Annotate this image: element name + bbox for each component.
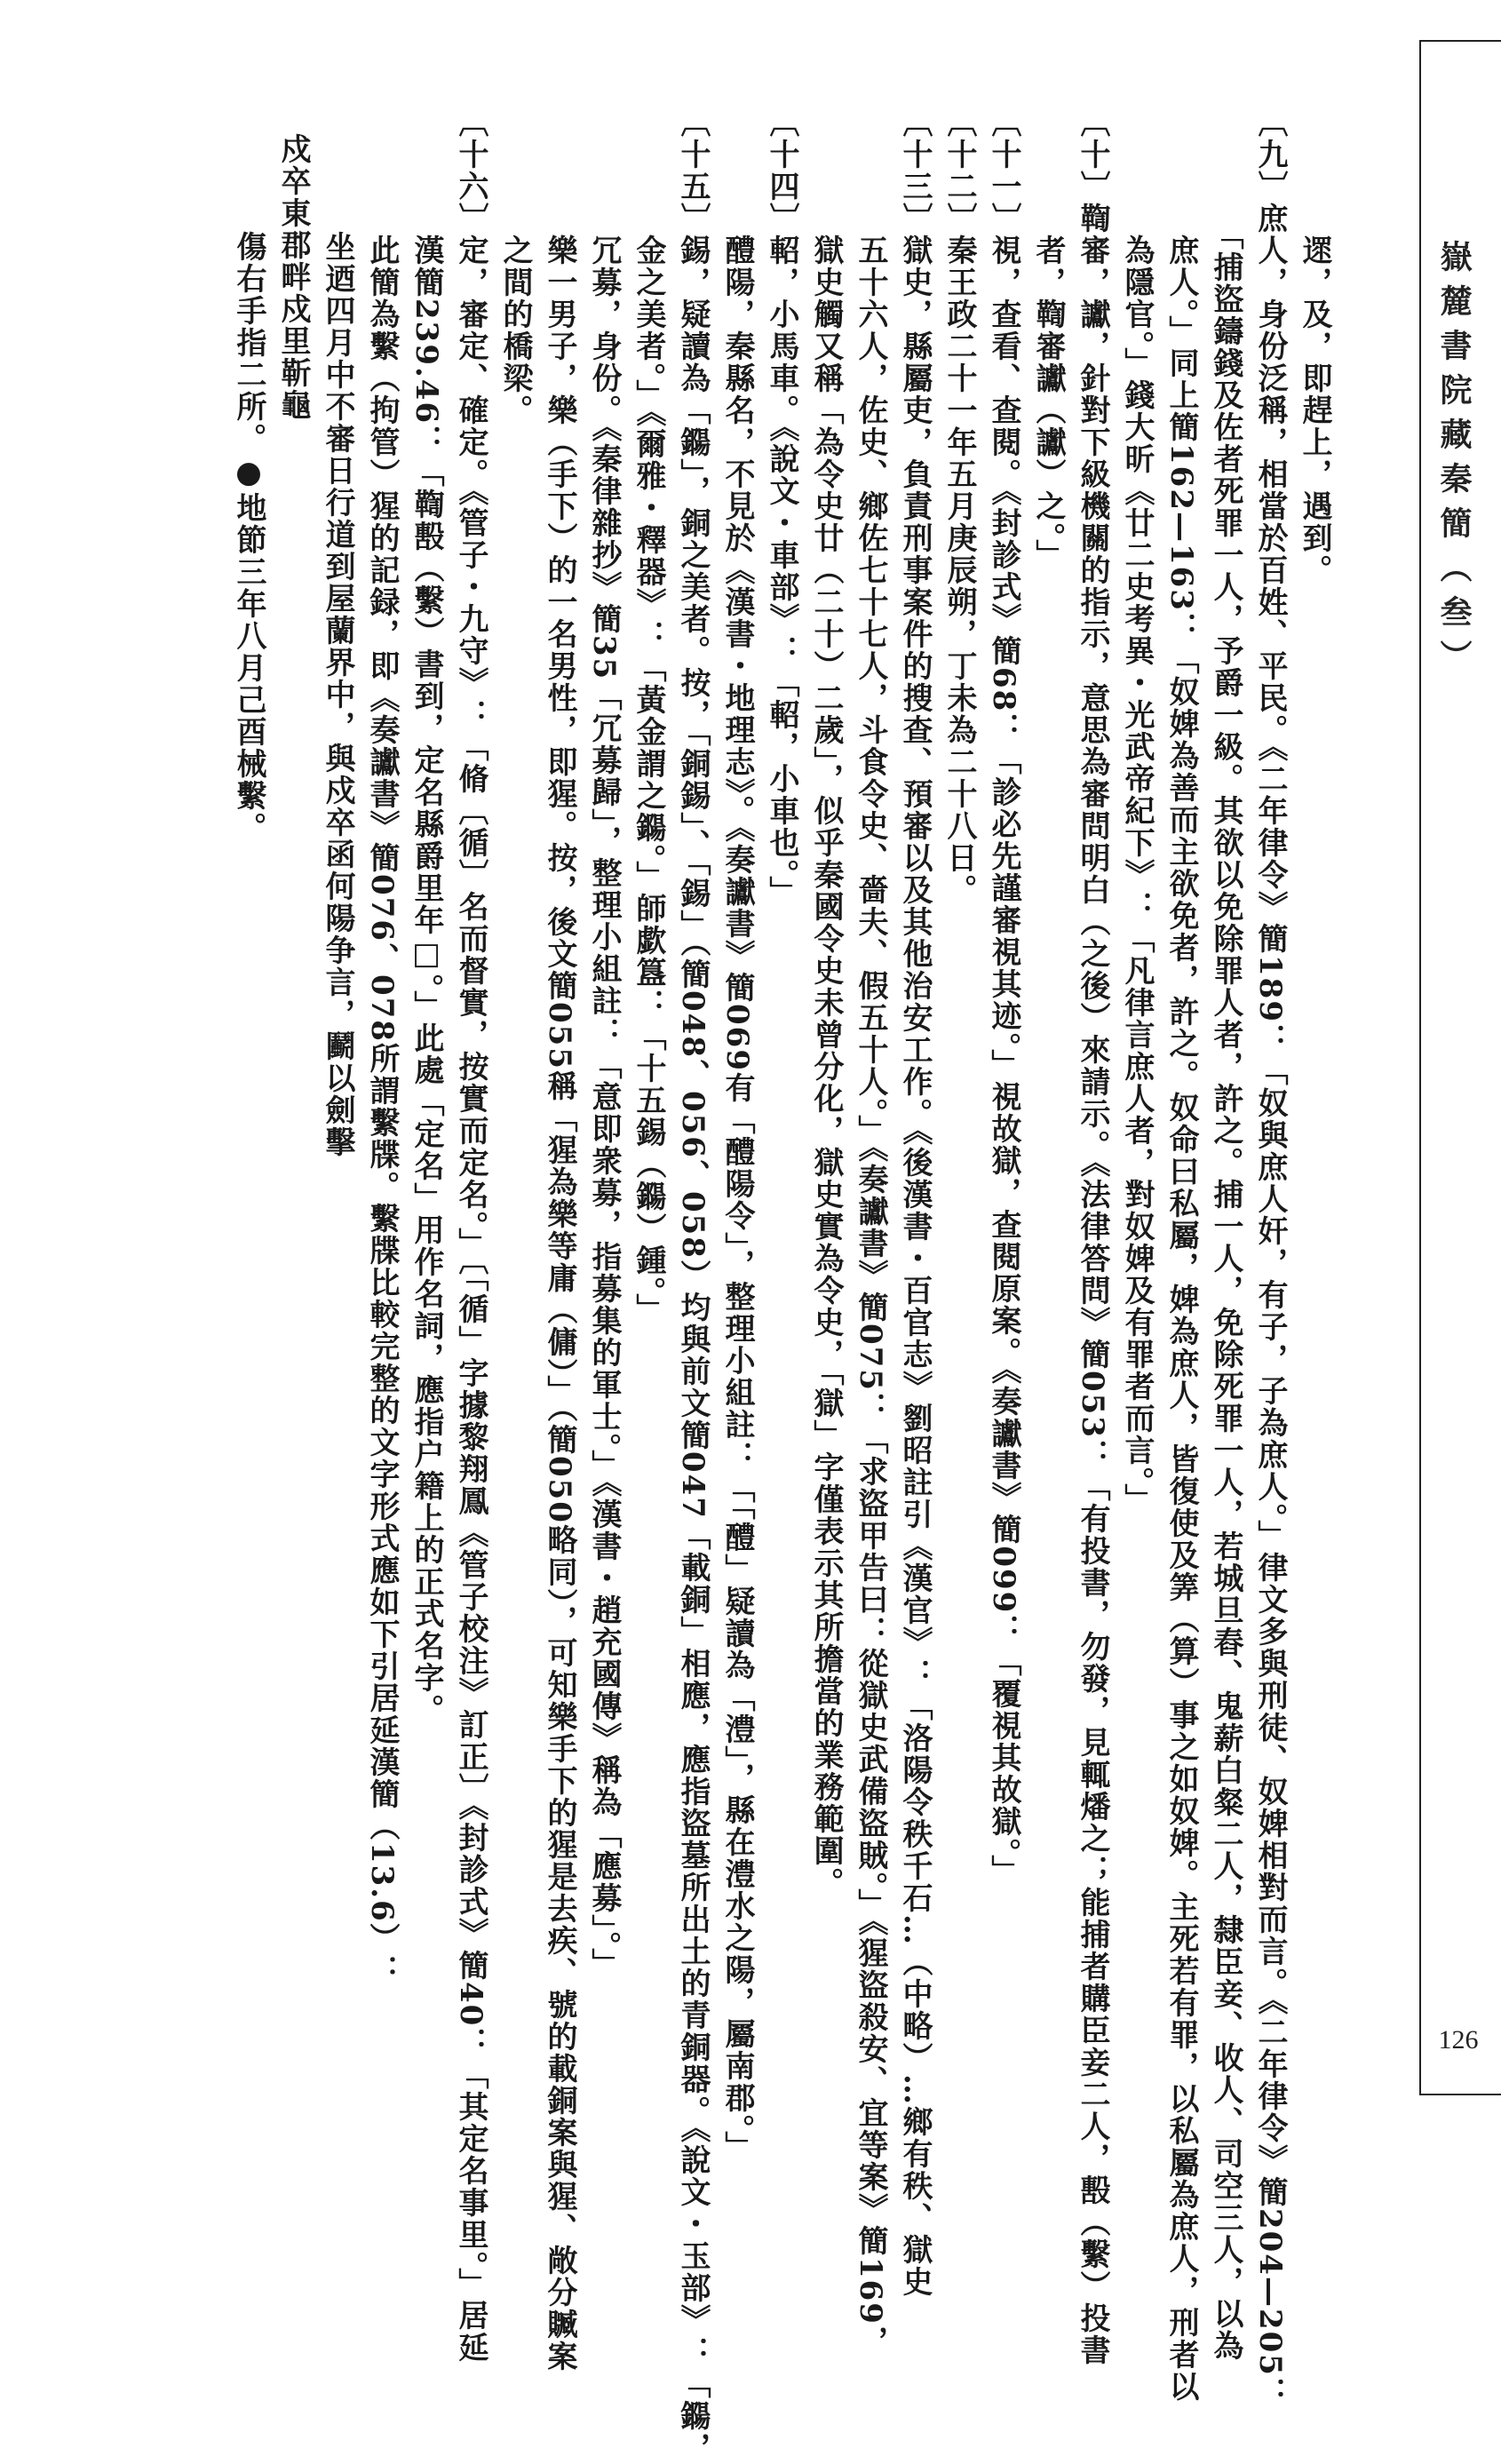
text-line: 〔十四〕軺，小馬車。《說文・車部》：「軺，小車也。」 xyxy=(764,107,799,908)
text-line: 〔十六〕定，審定、確定。《管子・九守》：「脩〔循〕名而督實，按實而定名。」〔「循」字據黎翔鳳《管子校注》訂正〕《封診式》簡40：「其定名事里。」居延 xyxy=(453,107,488,2365)
quoted-slip-line: 坐迺四月中不審日行道到屋蘭界中，與戍卒函何陽争言，鬬以劍擊 xyxy=(320,231,355,1158)
text-line: 獄史觸又稱「為令史廿（二十）二歲」，似乎秦國令史未曾分化，獄史實為令史，「獄」字僅表示其所擔當的業務範圍。 xyxy=(808,107,844,1899)
page-number: 126 xyxy=(1438,2025,1479,2055)
text-line: 〔十〕鞫審，讞，針對下級機關的指示，意思為審問明白（之後）來請示。《法律答問》簡053：「有投書，勿發，見輒燔之；能捕者購臣妾二人，毄（繫）投書 xyxy=(1075,107,1110,2366)
text-line: 金之美者。」《爾雅・釋器》：「黃金謂之鐊。」師歔簋：「十五錫（鐊）鍾。」 xyxy=(631,107,666,1325)
text-line: 樂一男子，樂（手下）的一名男性，即猩。按，後文簡055稱「猩為樂等庸（傭）」（簡050略同），可知樂手下的猩是去疾、號的載銅案與猩、敞分贓案 xyxy=(542,107,577,2373)
quoted-slip-line: 傷右手指二所。●地節三年八月己酉械繫。 xyxy=(231,231,266,844)
text-line: 五十六人，佐史、鄉佐七十七人，斗食令史、嗇夫、假五十人。」《奏讞書》簡075：「求盜甲告曰：從獄史武備盜賊。」《猩盜殺安、宜等案》簡169， xyxy=(853,107,888,2357)
text-line: 〔十三〕獄史，縣屬吏，負責刑事案件的搜查、預審以及其他治安工作。《後漢書・百官志》劉昭註引《漢官》：「洛陽令秩千石…（中略）…鄉有秩、獄史 xyxy=(897,107,933,2298)
text-line: 〔十五〕錫，疑讀為「鐊」，銅之美者。按，「銅錫」、「錫」（簡048、056、058）均與前文簡047「載銅」相應，應指盜墓所出土的青銅器。《說文・玉部》：「鐊， xyxy=(675,107,711,2464)
text-line: 〔九〕庶人，身份泛稱，相當於百姓、平民。《二年律令》簡189：「奴與庶人奸，有子，子為庶人。」律文多與刑徒、奴婢相對而言。《二年律令》簡204—205： xyxy=(1252,107,1288,2409)
text-line: 〔十二〕秦王政二十一年五月庚辰朔，丁未為二十八日。 xyxy=(941,107,977,906)
text-line: 醴陽，秦縣名，不見於《漢書・地理志》。《奏讞書》簡069有「醴陽令」，整理小組註：「「醴」疑讀為「澧」，縣在澧水之陽，屬南郡。」 xyxy=(719,107,755,2163)
text-line: 冗募，身份。《秦律雜抄》簡35「冗募歸」，整理小組註：「意即衆募，指募集的軍士。」《漢書・趙充國傳》稱為「應募」。」 xyxy=(586,107,622,1981)
text-line: 〔十一〕視，查看、查閱。《封診式》簡68：「診必先謹審視其迹。」視故獄，查閱原案。《奏讞書》簡099：「覆視其故獄。」 xyxy=(986,107,1021,1888)
book-title: 嶽麓書院藏秦簡（叁） xyxy=(1435,240,1473,684)
text-line: 漢簡239.46：「鞫毄（繫）書到，定名縣爵里年□。」此處「定名」用作名詞，應指户籍上的正式名字。 xyxy=(409,107,444,1727)
text-line: 遝，及，即趕上，遇到。 xyxy=(1297,107,1332,586)
text-line: 之間的橋梁。 xyxy=(497,107,533,426)
commentary-body xyxy=(40,107,1337,2464)
text-line: 者，鞫審讞（讞）之。」 xyxy=(1030,107,1066,571)
text-line: 為隱官。」錢大昕《廿二史考異・光武帝紀下》：「凡律言庶人者，對奴婢及有罪者而言。」 xyxy=(1119,107,1155,1515)
text-line: 庶人。」同上簡162—163：「奴婢為善而主欲免者，許之。奴命曰私屬，婢為庶人，皆復使及筭（算）事之如奴婢。主死若有罪，以私屬為庶人，刑者以 xyxy=(1163,107,1199,2403)
quoted-slip-header: 戍卒東郡畔戍里靳龜 xyxy=(275,133,311,421)
text-line: 「捕盜鑄錢及佐者死罪一人，予爵一級。其欲以免除罪人者，許之。捕一人，免除死罪一人，若城旦舂、鬼薪白粲二人，隸臣妾、收人、司空三人，以為 xyxy=(1208,107,1243,2362)
text-line: 此簡為繫（拘管）猩的記録，即《奏讞書》簡076、078所謂繫牒。繫牒比較完整的文字形式應如下引居延漢簡（13.6）： xyxy=(364,107,400,1987)
